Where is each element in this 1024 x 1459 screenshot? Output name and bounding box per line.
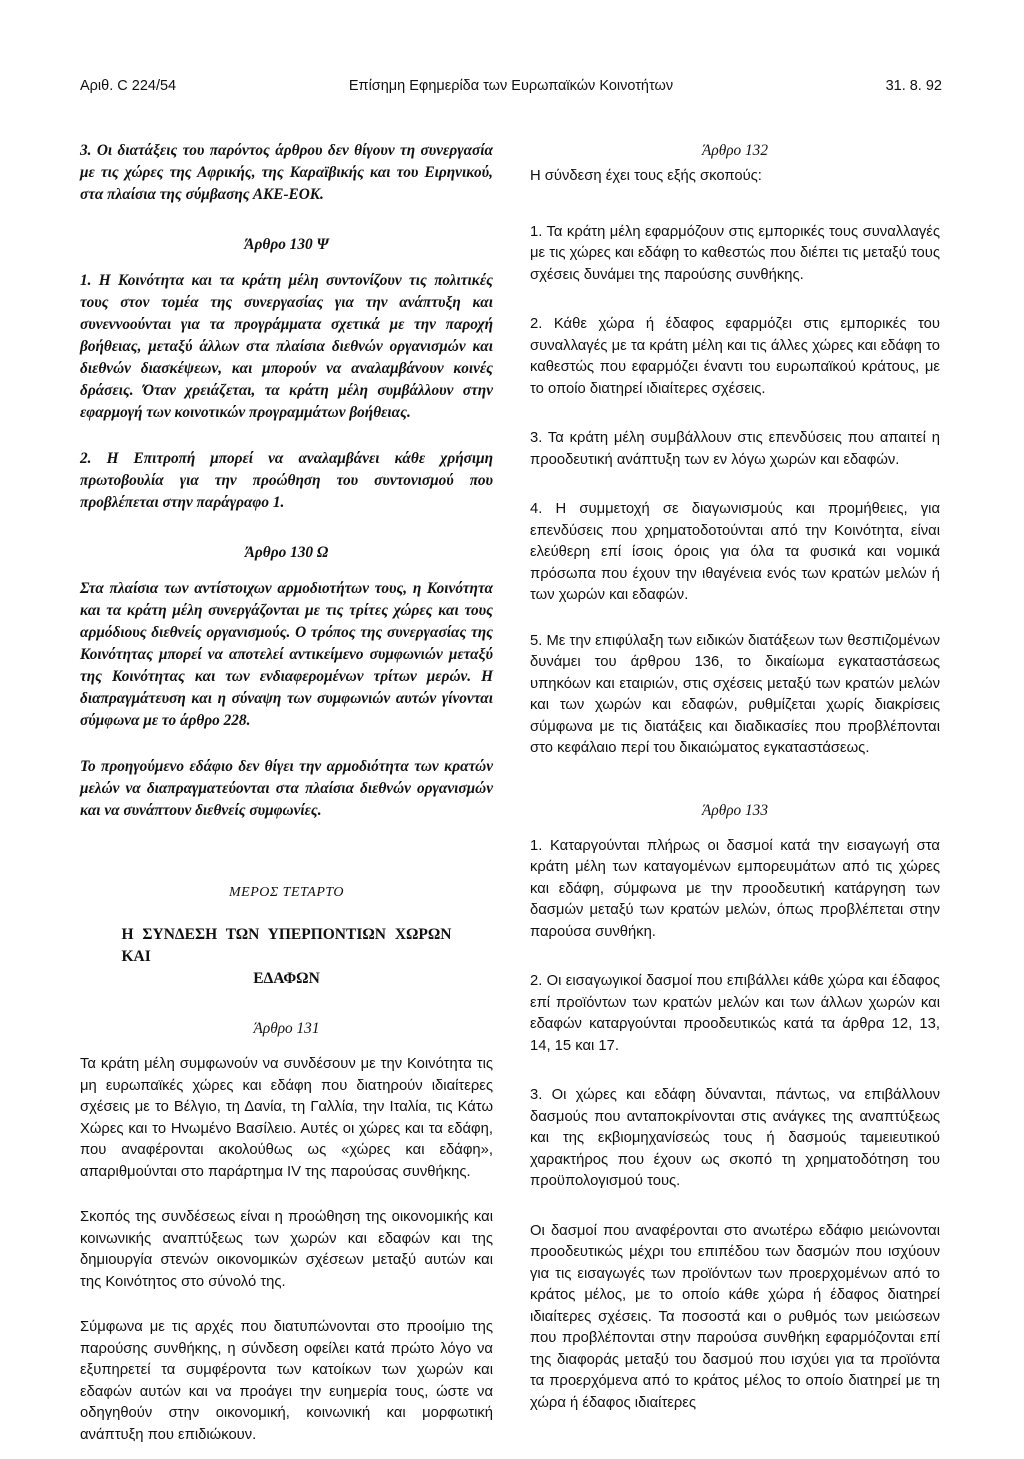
article-130x-paragraph-3: 3. Οι διατάξεις του παρόντος άρθρου δεν θίγουν τη συνεργασία με τις χώρες της Αφρικής, της Καραϊβικής και του Ειρηνικού, στα πλαίσια της σύμβασης ΑΚΕ-ΕΟΚ. [80, 142, 493, 203]
article-131-heading: Άρθρο 131 [253, 1020, 320, 1037]
part-title-line-1: Η ΣΥΝΔΕΣΗ ΤΩΝ ΥΠΕΡΠΟΝΤΙΩΝ ΧΩΡΩΝ ΚΑΙ [121, 926, 452, 965]
article-131-paragraph-1: Τα κράτη μέλη συμφωνούν να συνδέσουν με την Κοινότητα τις μη ευρωπαϊκές χώρες και εδάφη που διατηρούν ιδιαίτερες σχέσεις με το Βέλγιο, τη Δανία, τη Γαλλία, την Ιταλία, τις Κάτω Χώρες και το Ηνωμένο Βασίλειο. Αυτές οι χώρες και τα εδάφη, που αναφέρονται ακολούθως ως «χώρες και εδάφη», απαριθμούνται στο παράρτημα IV της παρούσας συνθήκης. [80, 1056, 493, 1180]
article-130o-paragraph-1: Στα πλαίσια των αντίστοιχων αρμοδιοτήτων τους, η Κοινότητα και τα κράτη μέλη συνεργάζονται με τις τρίτες χώρες και τους αρμόδιους διεθνείς οργανισμούς. Ο τρόπος της συνεργασίας της Κοινότητας μπορεί να αποτελεί αντικείμενο συμφωνιών μεταξύ της Κοινότητας και των ενδιαφερομένων τρίτων μερών. Η διαπραγμάτευση και η σύναψη των συμφωνιών αυτών γίνονται σύμφωνα με το άρθρο 228. [80, 580, 493, 729]
article-133-paragraph-4: Οι δασμοί που αναφέρονται στο ανωτέρω εδάφιο μειώνονται προοδευτικώς μέχρι του επιπέδου των δασμών που ισχύουν για τις εισαγωγές των προϊόντων των προερχομένων από το κράτος μέλος, με το οποίο κάθε χώρα ή έδαφος διατηρεί ιδιαίτερες σχέσεις. Τα ποσοστά και ο ρυθμός των μειώσεων που προβλέπονται στην παρούσα συνθήκη εφαρμόζονται επί της διαφοράς μεταξύ του δασμού που ισχύει για τα προϊόντα τα προερχόμενα από το κράτος μέλος το οποίο διατηρεί με τη χώρα ή έδαφος ιδιαίτερες [530, 1222, 940, 1411]
page-header [80, 78, 942, 100]
left-column [80, 140, 493, 1446]
part-title-line-2: ΕΔΑΦΩΝ [253, 970, 320, 987]
article-132-paragraph-3: 3. Τα κράτη μέλη συμβάλλουν στις επενδύσεις που απαιτεί η προοδευτική ανάπτυξη των εν λόγω χωρών και εδαφών. [530, 430, 940, 468]
article-131-paragraph-2: Σκοπός της συνδέσεως είναι η προώθηση της οικονομικής και κοινωνικής αναπτύξεως των χωρών και εδαφών και της δημιουργία στενών οικονομικών σχέσεων μεταξύ αυτών και της Κοινότητος στο σύνολό της. [80, 1209, 493, 1290]
article-132-heading: Άρθρο 132 [702, 142, 768, 159]
journal-reference: Αριθ. C 224/54 [80, 78, 177, 94]
right-column [530, 140, 940, 1414]
article-133-paragraph-3: 3. Οι χώρες και εδάφη δύνανται, πάντως, να επιβάλλουν δασμούς που ανταποκρίνονται στις ανάγκες της αναπτύξεως και της εκβιομηχανίσεώς τους ή δασμούς ταμειευτικού χαρακτήρος που έχουν ως σκοπό τη χρηματοδότηση του προϋπολογισμού τους. [530, 1087, 940, 1189]
article-132-intro: Η σύνδεση έχει τους εξής σκοπούς: [530, 168, 762, 184]
part-label: ΜΕΡΟΣ ΤΕΤΑΡΤΟ [228, 885, 345, 900]
article-132-paragraph-4: 4. Η συμμετοχή σε διαγωνισμούς και προμήθειες, για επενδύσεις που χρηματοδοτούνται από την Κοινότητα, είναι ελεύθερη επί ίσοις όροις για όλα τα φυσικά και νομικά πρόσωπα που έχουν την ιθαγένεια ενός των κρατών μελών ή των χωρών και εδαφών. [530, 501, 940, 603]
article-132-paragraph-5: 5. Με την επιφύλαξη των ειδικών διατάξεων των θεσπιζομένων δυνάμει του άρθρου 136, το δικαίωμα εγκαταστάσεως υπηκόων και εταιριών, στις σχέσεις μεταξύ των κρατών μελών και των χωρών και εδαφών, ρυθμίζεται χωρίς διακρίσεις σύμφωνα με τις διατάξεις και διαδικασίες που προβλέπονται στο κεφάλαιο περί του δικαιώματος εγκαταστάσεως. [530, 632, 940, 756]
journal-title: Επίσημη Εφημερίδα των Ευρωπαϊκών Κοινοτήτων [348, 78, 674, 94]
article-130o-heading: Άρθρο 130 Ω [244, 544, 329, 561]
article-133-paragraph-1: 1. Καταργούνται πλήρως οι δασμοί κατά την εισαγωγή στα κράτη μέλη των καταγομένων εμπορευμάτων από τις χώρες και εδάφη, σύμφωνα με την προοδευτική κατάργηση των δασμών μεταξύ των κρατών μελών, όπως προβλέπεται στην παρούσα συνθήκη. [530, 837, 940, 940]
part-title [122, 924, 452, 990]
article-133-paragraph-2: 2. Οι εισαγωγικοί δασμοί που επιβάλλει κάθε χώρα και έδαφος επί προϊόντων των κρατών μελών και των άλλων χωρών και εδαφών καταργούνται προοδευτικώς κατά τα άρθρα 12, 13, 14, 15 και 17. [530, 973, 940, 1054]
article-130y-paragraph-1: 1. Η Κοινότητα και τα κράτη μέλη συντονίζουν τις πολιτικές τους στον τομέα της συνεργασίας για την ανάπτυξη και συνεννοούνται για τα προγράμματα σχετικά με την παροχή βοήθειας, μεταξύ άλλων στα πλαίσια διεθνών οργανισμών και διεθνών διασκέψεων, και μπορούν να αναλαμβάνουν κοινές δράσεις. Όταν χρειάζεται, τα κράτη μέλη συμβάλλουν στην εφαρμογή των κοινοτικών προγραμμάτων βοήθειας. [80, 272, 493, 421]
publication-date: 31. 8. 92 [885, 78, 942, 94]
article-130y-paragraph-2: 2. Η Επιτροπή μπορεί να αναλαμβάνει κάθε χρήσιμη πρωτοβουλία για την προώθηση του συντονισμού που προβλέπεται στην παράγραφο 1. [80, 450, 493, 511]
article-130y-heading: Άρθρο 130 Ψ [244, 236, 329, 253]
article-130o-paragraph-2: Το προηγούμενο εδάφιο δεν θίγει την αρμοδιότητα των κρατών μελών να διαπραγματεύονται στα πλαίσια διεθνών οργανισμών και να συνάπτουν διεθνείς συμφωνίες. [80, 758, 493, 819]
article-131-paragraph-3: Σύμφωνα με τις αρχές που διατυπώνονται στο προοίμιο της παρούσης συνθήκης, η σύνδεση οφείλει κατά πρώτο λόγο να εξυπηρετεί τα συμφέροντα των κατοίκων των χωρών και εδαφών αυτών και να προάγει την ευημερία τους, ώστε να οδηγηθούν στην οικονομική, κοινωνική και μορφωτική ανάπτυξη που επιδιώκουν. [80, 1319, 493, 1443]
article-132-paragraph-2: 2. Κάθε χώρα ή έδαφος εφαρμόζει στις εμπορικές του συναλλαγές με τα κράτη μέλη και τις άλλες χώρες και εδάφη το καθεστώς που εφαρμόζει έναντι του ευρωπαϊκού κράτους, με το οποίο διατηρεί ιδιαίτερες σχέσεις. [530, 316, 940, 397]
article-133-heading: Άρθρο 133 [702, 801, 768, 819]
article-132-paragraph-1: 1. Τα κράτη μέλη εφαρμόζουν στις εμπορικές τους συναλλαγές με τις χώρες και εδάφη το καθεστώς που διέπει τις μεταξύ τους σχέσεις δυνάμει της παρούσης συνθήκης. [530, 223, 940, 283]
